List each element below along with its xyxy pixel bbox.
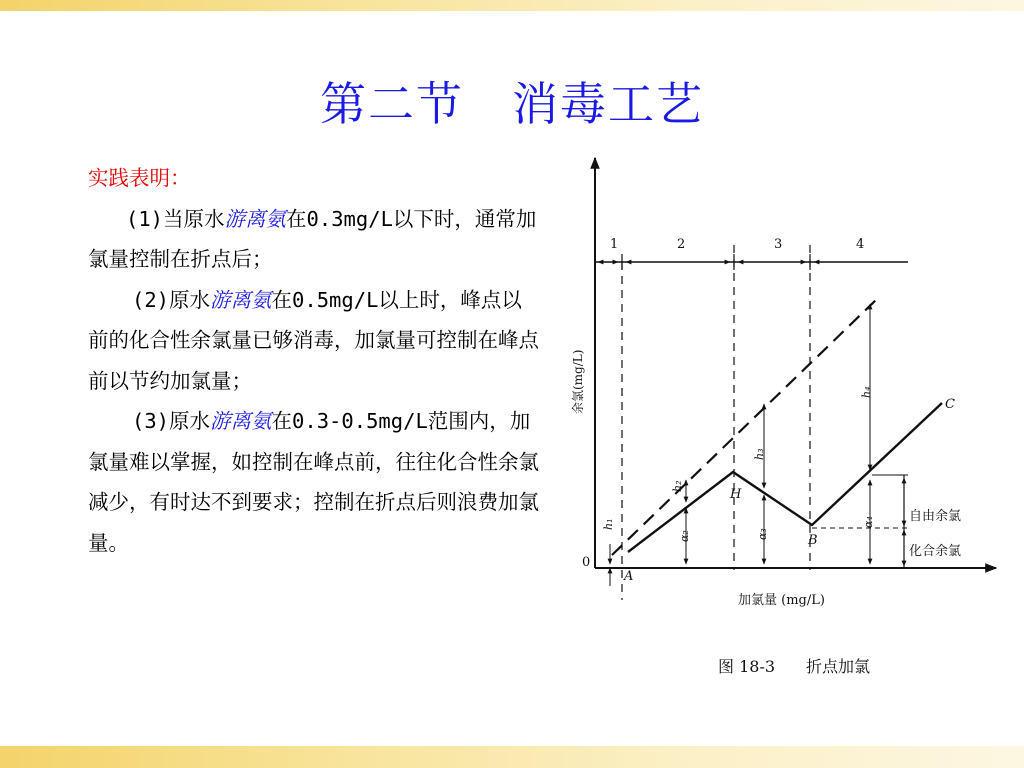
h4-label: h₄ [860, 386, 873, 398]
zone-label-2: 2 [677, 237, 686, 252]
paragraph-3 [88, 401, 540, 563]
a3-label: α₃ [756, 528, 769, 540]
p2-prefix: (2)原水 [132, 287, 211, 312]
zone-separators [622, 245, 810, 600]
zone-label-1: 1 [610, 237, 619, 252]
h1-label: h₁ [602, 518, 615, 530]
point-H: H [730, 487, 742, 502]
x-axis-label: 加氯量 (mg/L) [738, 593, 825, 608]
p2-suffix: 在0.5mg/L以上时，峰点以前的化合性余氯量已够消毒，加氯量可控制在峰点前以节约加氯量； [88, 287, 539, 393]
caption-text: 折点加氯 [806, 657, 871, 676]
intro-text: 实践表明： [88, 166, 191, 190]
top-decor-band [0, 0, 1024, 11]
p1-suffix: 在0.3mg/L以下时，通常加氯量控制在折点后； [88, 206, 537, 271]
bottom-decor-band [0, 746, 1024, 768]
breakpoint-chlorination-figure [560, 150, 1010, 690]
h3-label: h₃ [753, 448, 766, 460]
a4-label: α₄ [862, 516, 875, 528]
point-B: B [808, 533, 818, 548]
body-text [88, 158, 540, 563]
p3-prefix: (3)原水 [132, 409, 211, 433]
legend-combined-chlorine: 化合余氯 [909, 544, 962, 559]
residual-chlorine-curve [628, 403, 942, 552]
p1-highlight: 游离氨 [224, 206, 287, 231]
y-axis-label: 余氯(mg/L) [571, 349, 585, 414]
origin-label: 0 [582, 555, 591, 570]
p1-prefix: (1)当原水 [126, 206, 225, 231]
p3-highlight: 游离氨 [210, 409, 272, 433]
slide-title: 第二节 消毒工艺 [320, 77, 704, 131]
zone-label-3: 3 [774, 237, 783, 252]
a2-label: α₂ [678, 530, 691, 542]
h2-label: h₂ [671, 480, 684, 492]
caption-number: 图 18-3 [718, 657, 776, 676]
paragraph-2 [88, 280, 540, 402]
zone-label-4: 4 [856, 237, 865, 252]
legend-free-chlorine: 自由余氯 [909, 509, 962, 524]
total-chlorine-line [612, 298, 878, 555]
p3-suffix: 在0.3-0.5mg/L范围内，加氯量难以掌握，如控制在峰点前，往往化合性余氯减少，有时达不到要求；控制在折点后则浪费加氯量。 [88, 409, 539, 555]
point-C: C [945, 397, 955, 412]
point-A: A [624, 569, 634, 584]
p2-highlight: 游离氨 [210, 287, 272, 312]
paragraph-1 [88, 199, 540, 280]
